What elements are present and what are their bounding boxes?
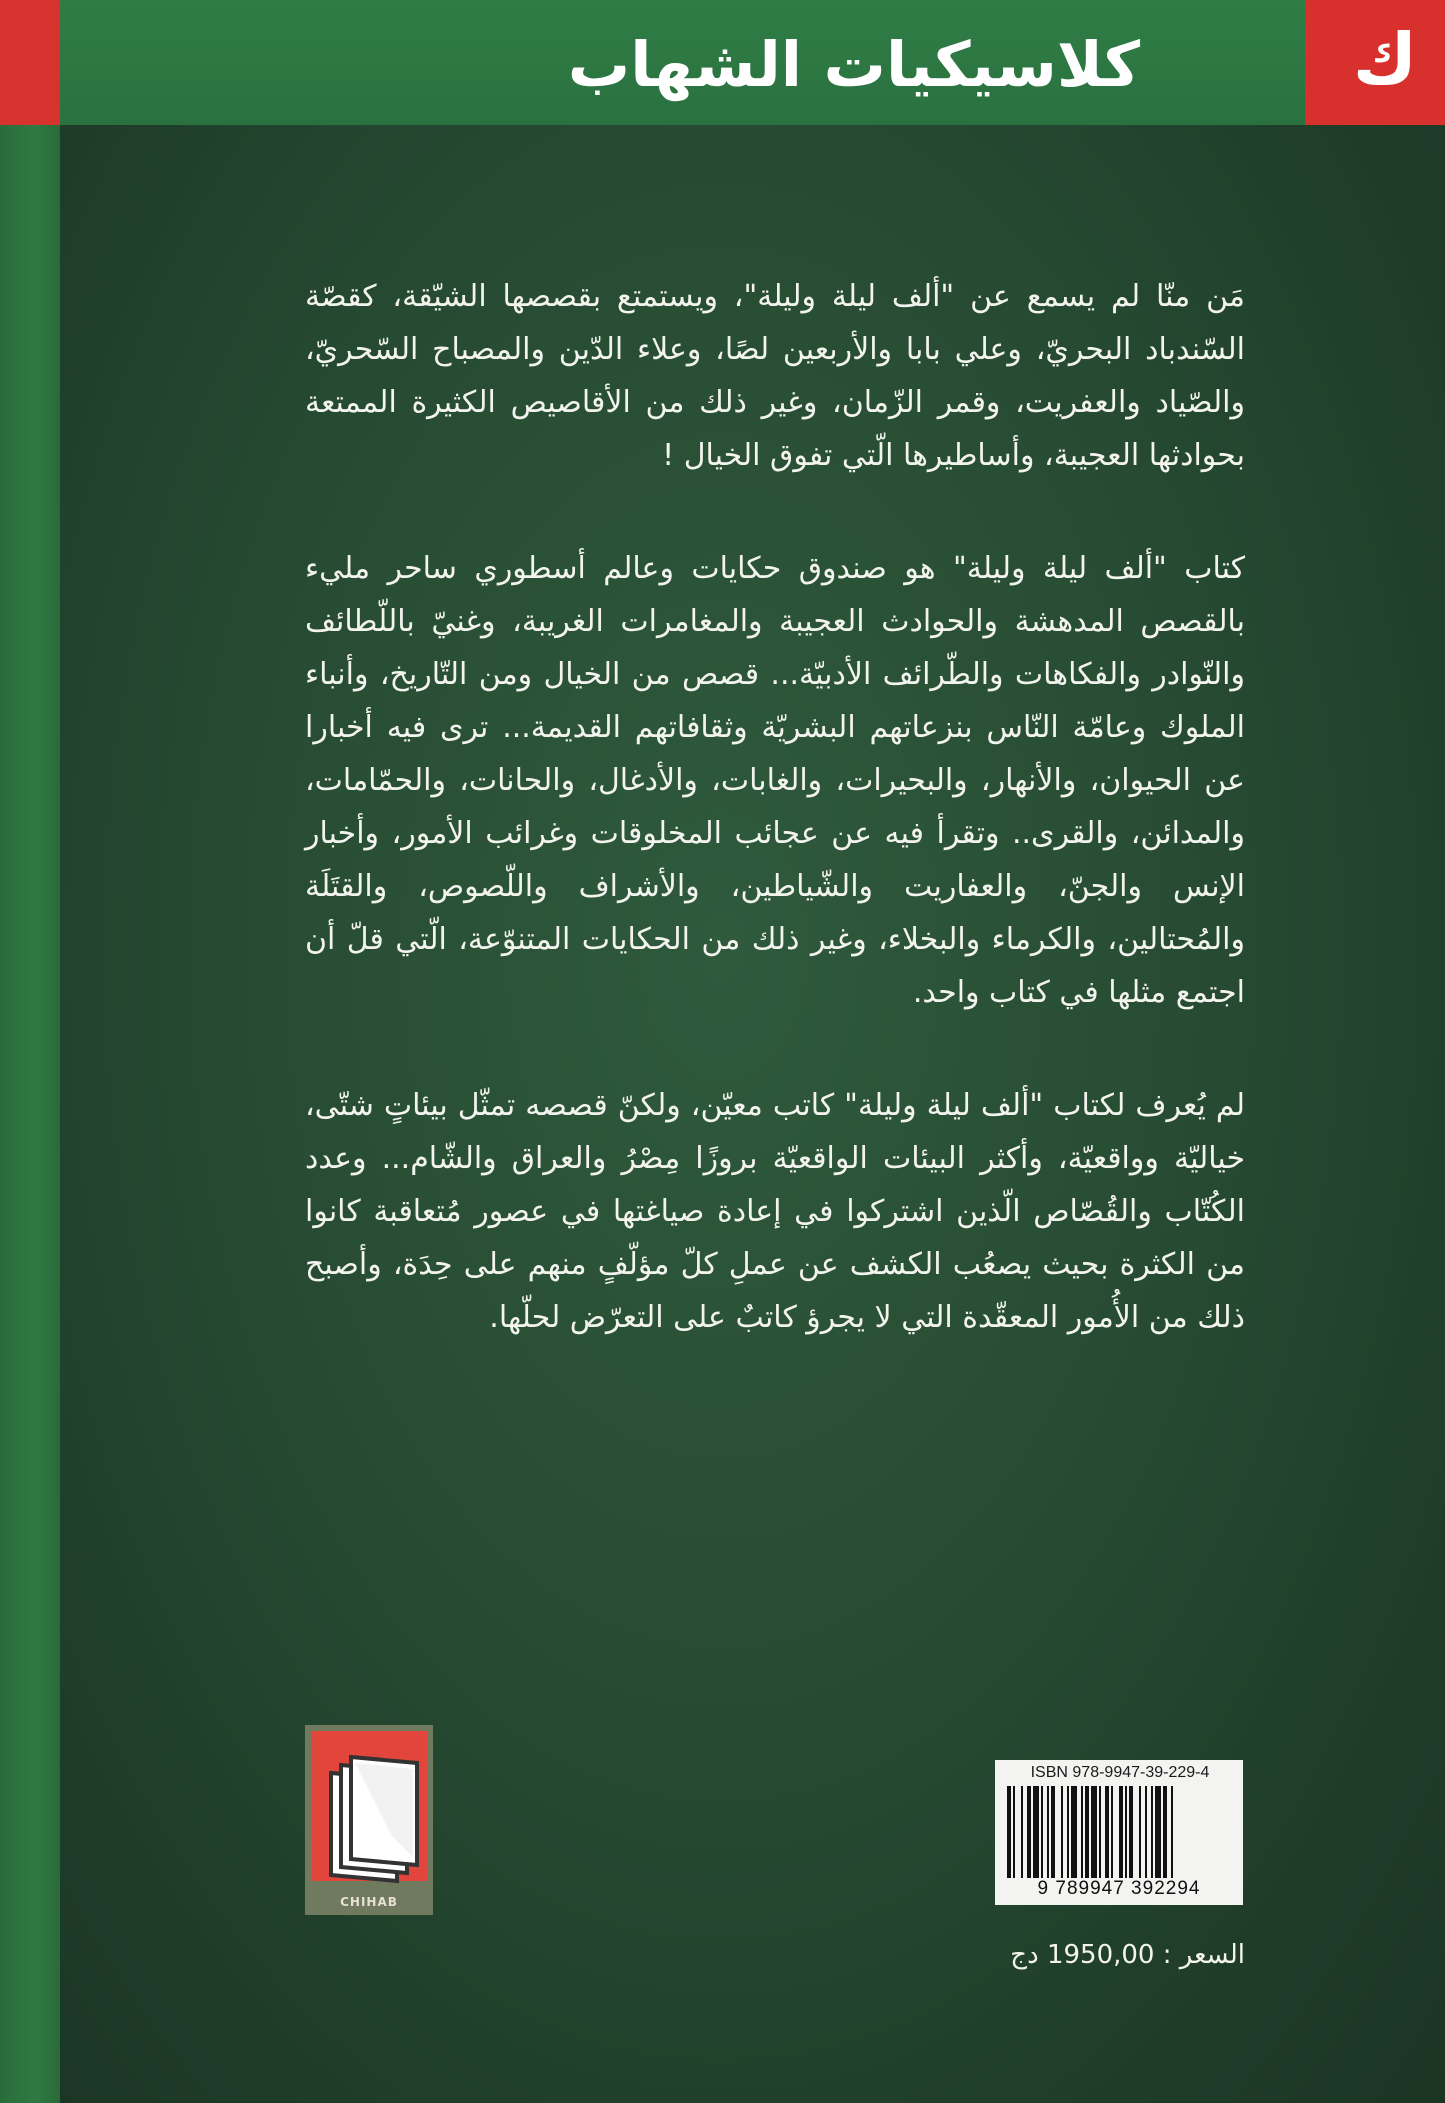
publisher-logo-label: CHIHAB [340, 1895, 398, 1909]
series-logo-block [1305, 0, 1445, 125]
barcode-bar [1119, 1786, 1123, 1878]
barcode-bar [1071, 1786, 1077, 1878]
barcode-bar [1067, 1786, 1069, 1878]
barcode-bar [1155, 1786, 1161, 1878]
books-icon [305, 1725, 433, 1915]
isbn-barcode-box [995, 1760, 1243, 1905]
barcode-bar [1021, 1786, 1023, 1878]
barcode-bar [1145, 1786, 1147, 1878]
barcode-bar [1027, 1786, 1031, 1878]
barcode-bar [1129, 1786, 1133, 1878]
barcode-bar [1105, 1786, 1109, 1878]
price-label: السعر : 1950,00 دج [1010, 1940, 1245, 1970]
barcode-digits: 9 789947 392294 [1037, 1878, 1201, 1899]
barcode-bar [1139, 1786, 1141, 1878]
barcode-bars [1007, 1786, 1231, 1878]
blurb-paragraph-2: كتاب "ألف ليلة وليلة" هو صندوق حكايات وعالم أسطوري ساحر مليء بالقصص المدهشة والحوادث العجيبة والمغامرات الغريبة، وغنيّ باللّطائف والنّوادر والفكاهات والطّرائف الأدبيّة... قصص من الخيال ومن التّاريخ، وأنباء الملوك وعامّة النّاس بنزعاتهم البشريّة وثقافاتهم القديمة... ترى فيه أخبارا عن الحيوان، والأنهار، والبحيرات، والغابات، والأدغال، والحانات، والحمّامات، والمدائن، والقرى.. وتقرأ فيه عن عجائب المخلوقات وغرائب الأمور، وأخبار الإنس والجنّ، والعفاريت والشّياطين، والأشراف واللّصوص، والقتَلَة والمُحتالين، والكرماء والبخلاء، وغير ذلك من الحكايات المتنوّعة، الّتي قلّ أن اجتمع مثلها في كتاب واحد. [305, 551, 1245, 1010]
barcode-bar [1007, 1786, 1011, 1878]
barcode-bar [1047, 1786, 1049, 1878]
barcode-bar [1163, 1786, 1167, 1878]
barcode-bar [1171, 1786, 1173, 1878]
barcode-bar [1085, 1786, 1089, 1878]
series-band [60, 0, 1305, 125]
blurb-paragraph-3: لم يُعرف لكتاب "ألف ليلة وليلة" كاتب معيّن، ولكنّ قصصه تمثّل بيئاتٍ شتّى، خياليّة وواقعيّة، وأكثر البيئات الواقعيّة بروزًا مِصْرُ والعراق والشّام... وعدد الكُتّاب والقُصّاص الّذين اشتركوا في إعادة صياغتها في عصور مُتعاقبة كانوا من الكثرة بحيث يصعُب الكشف عن عملِ كلّ مؤلّفٍ منهم على حِدَة، وأصبح ذلك من الأُمور المعقّدة التي لا يجرؤ كاتبٌ على التعرّض لحلّها. [305, 1088, 1245, 1335]
isbn-label: ISBN 978-9947-39-229-4 [1030, 1764, 1210, 1781]
barcode-bar [1061, 1786, 1063, 1878]
barcode-bar [1111, 1786, 1113, 1878]
barcode-bar [1099, 1786, 1101, 1878]
spine-red-block [0, 0, 60, 125]
barcode-bar [1151, 1786, 1153, 1878]
barcode-bar [1033, 1786, 1039, 1878]
barcode-bar [1051, 1786, 1055, 1878]
publisher-logo [305, 1725, 433, 1915]
series-logo-glyph: ك [1352, 18, 1417, 100]
barcode-bar [1081, 1786, 1083, 1878]
barcode-bar [1041, 1786, 1043, 1878]
barcode-bar [1091, 1786, 1097, 1878]
barcode-bar [1013, 1786, 1015, 1878]
barcode-bar [1125, 1786, 1127, 1878]
blurb-paragraph-1: مَن منّا لم يسمع عن "ألف ليلة وليلة"، ويستمتع بقصصها الشيّقة، كقصّة السّندباد البحريّ، وعلي بابا والأربعين لصًا، وعلاء الدّين والمصباح السّحريّ، والصّياد والعفريت، وقمر الزّمان، وغير ذلك من الأقاصيص الكثيرة الممتعة بحوادثها العجيبة، وأساطيرها الّتي تفوق الخيال ! [305, 279, 1245, 473]
blurb [305, 270, 1245, 1404]
spine-strip [0, 0, 60, 2103]
series-title: كلاسيكيات الشهاب [567, 28, 1140, 101]
